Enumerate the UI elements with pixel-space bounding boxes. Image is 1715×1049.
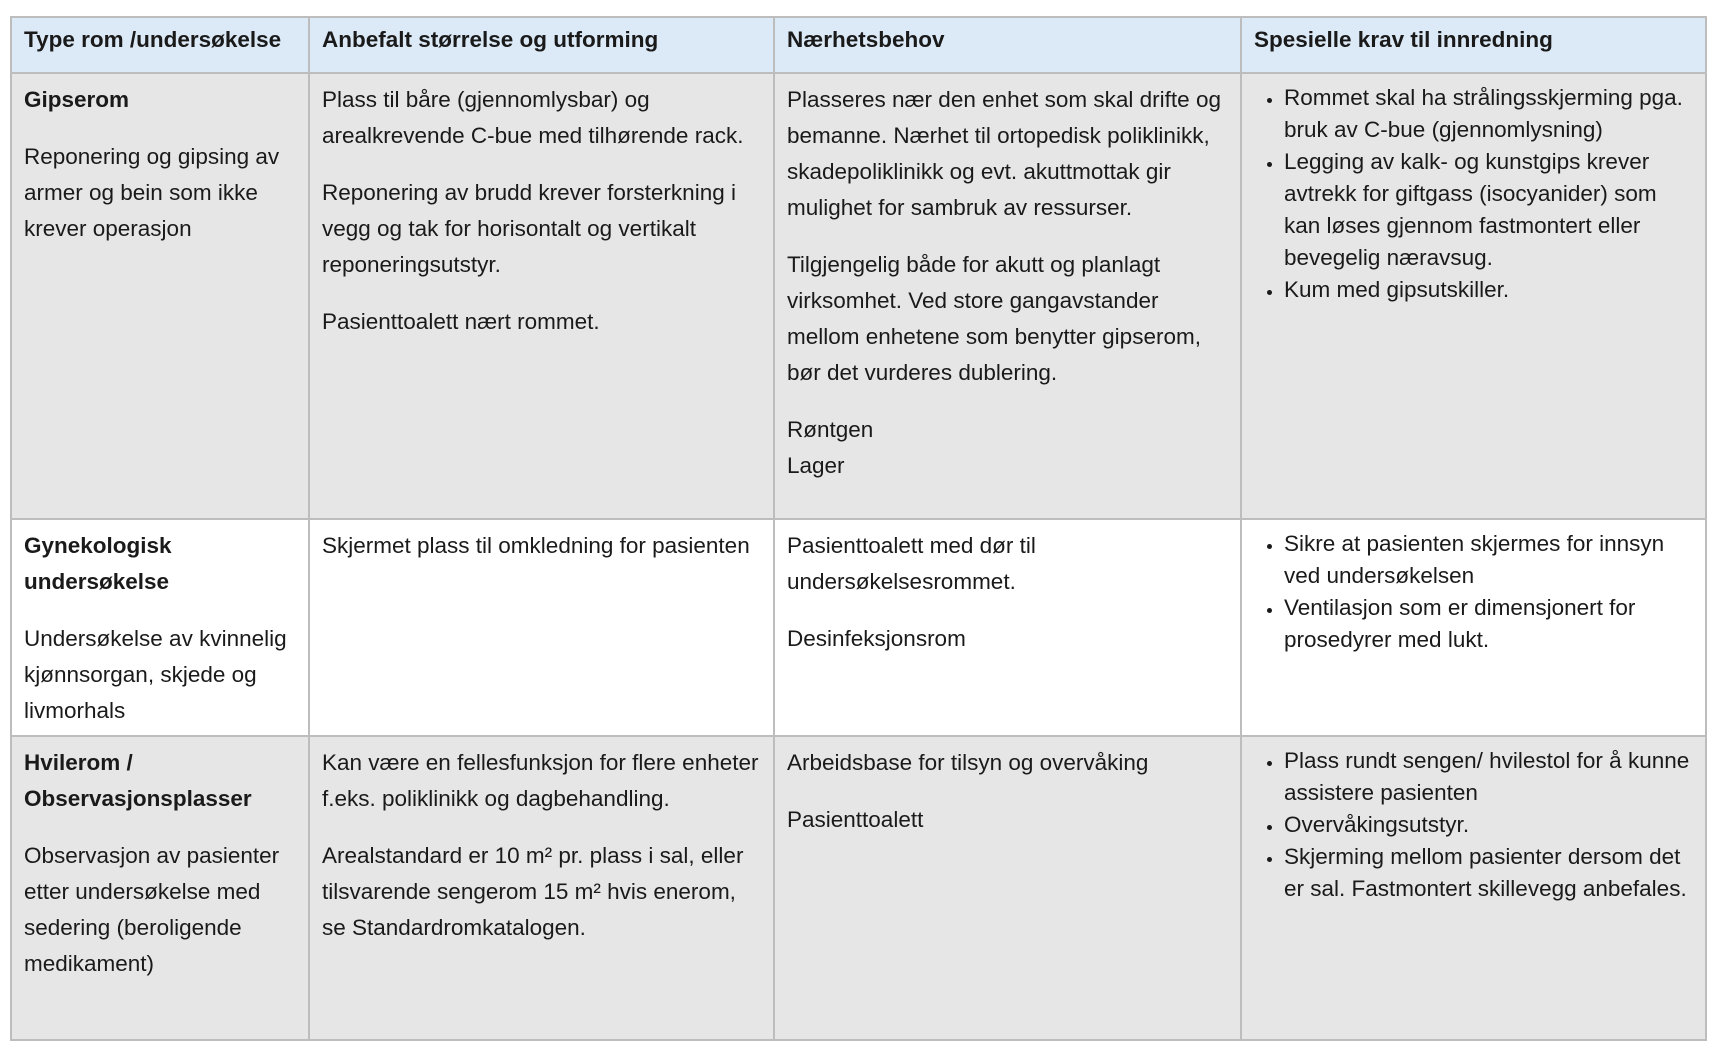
- size-text: Plass til båre (gjennomlysbar) og arealkrevende C-bue med tilhørende rack.: [322, 87, 744, 148]
- table-row: [11, 736, 1706, 1040]
- requirements-cell: [1241, 519, 1706, 736]
- room-cell: [11, 519, 309, 736]
- size-cell: [309, 736, 774, 1040]
- list-item: • Ventilasjon som er dimensjonert for prosedyrer med lukt.: [1284, 592, 1693, 656]
- size-text: Pasienttoalett nært rommet.: [322, 309, 600, 334]
- size-cell: [309, 73, 774, 519]
- size-text: Kan være en fellesfunksjon for flere enheter f.eks. poliklinikk og dagbehandling.: [322, 750, 759, 811]
- proximity-text: Pasienttoalett: [787, 807, 924, 832]
- list-item: • Rommet skal ha strålingsskjerming pga. bruk av C-bue (gjennomlysning): [1284, 82, 1693, 146]
- size-text: Skjermet plass til omkledning for pasienten: [322, 533, 750, 558]
- room-cell: [11, 736, 309, 1040]
- room-requirements-table: [10, 16, 1707, 1041]
- proximity-cell: [774, 73, 1241, 519]
- proximity-text: Tilgjengelig både for akutt og planlagt virksomhet. Ved store gangavstander mellom enhetene som benytter gipserom, bør det vurderes dublering.: [787, 252, 1201, 385]
- list-item: • Kum med gipsutskiller.: [1284, 274, 1693, 306]
- header-row: [11, 17, 1706, 73]
- requirements-cell: [1241, 736, 1706, 1040]
- proximity-text: Pasienttoalett med dør til undersøkelsesrommet.: [787, 533, 1036, 594]
- size-text: Arealstandard er 10 m² pr. plass i sal, eller tilsvarende sengerom 15 m² hvis enerom,: [322, 843, 744, 904]
- room-title: Gynekologisk undersøkelse: [24, 533, 172, 594]
- list-item: • Skjerming mellom pasienter dersom det er sal. Fastmontert skillevegg anbefales.: [1284, 841, 1693, 905]
- proximity-text: Arbeidsbase for tilsyn og overvåking: [787, 750, 1149, 775]
- table-row: [11, 519, 1706, 736]
- header-proximity: Nærhetsbehov: [774, 17, 1241, 73]
- header-size: Anbefalt størrelse og utforming: [309, 17, 774, 73]
- size-text: se Standardromkatalogen.: [322, 915, 586, 940]
- list-item: • Legging av kalk- og kunstgips krever avtrekk for giftgass (isocyanider) som kan løses gjennom fastmontert eller bevegelig næravsug.: [1284, 146, 1693, 274]
- proximity-cell: [774, 519, 1241, 736]
- list-item: • Overvåkingsutstyr.: [1284, 809, 1693, 841]
- header-requirements: Spesielle krav til innredning: [1241, 17, 1706, 73]
- list-item: • Sikre at pasienten skjermes for innsyn ved undersøkelsen: [1284, 528, 1693, 592]
- requirements-list: [1254, 82, 1693, 306]
- room-description: Reponering og gipsing av armer og bein som ikke krever operasjon: [24, 144, 280, 241]
- room-title: Gipserom: [24, 87, 130, 112]
- requirements-list: [1254, 745, 1693, 905]
- proximity-text: Plasseres nær den enhet som skal drifte og bemanne. Nærhet til ortopedisk poliklinikk, skadepoliklinikk og evt. akuttmottak gir mulighet for sambruk av ressurser.: [787, 87, 1221, 220]
- list-item: • Plass rundt sengen/ hvilestol for å kunne assistere pasienten: [1284, 745, 1693, 809]
- room-cell: [11, 73, 309, 519]
- proximity-text: Desinfeksjonsrom: [787, 626, 966, 651]
- room-title: Hvilerom / Observasjonsplasser: [24, 750, 252, 811]
- requirements-list: [1254, 528, 1693, 656]
- proximity-cell: [774, 736, 1241, 1040]
- room-description: Undersøkelse av kvinnelig kjønnsorgan, skjede og livmorhals: [24, 626, 287, 723]
- header-room-type: Type rom /undersøkelse: [11, 17, 309, 73]
- size-text: Reponering av brudd krever forsterkning i vegg og tak for horisontalt og vertikalt reponeringsutstyr.: [322, 180, 736, 277]
- proximity-text: Lager: [787, 453, 845, 478]
- size-cell: [309, 519, 774, 736]
- room-description: Observasjon av pasienter etter undersøkelse med sedering (beroligende medikament): [24, 843, 280, 976]
- table-row: [11, 73, 1706, 519]
- proximity-text: Røntgen: [787, 417, 874, 442]
- requirements-cell: [1241, 73, 1706, 519]
